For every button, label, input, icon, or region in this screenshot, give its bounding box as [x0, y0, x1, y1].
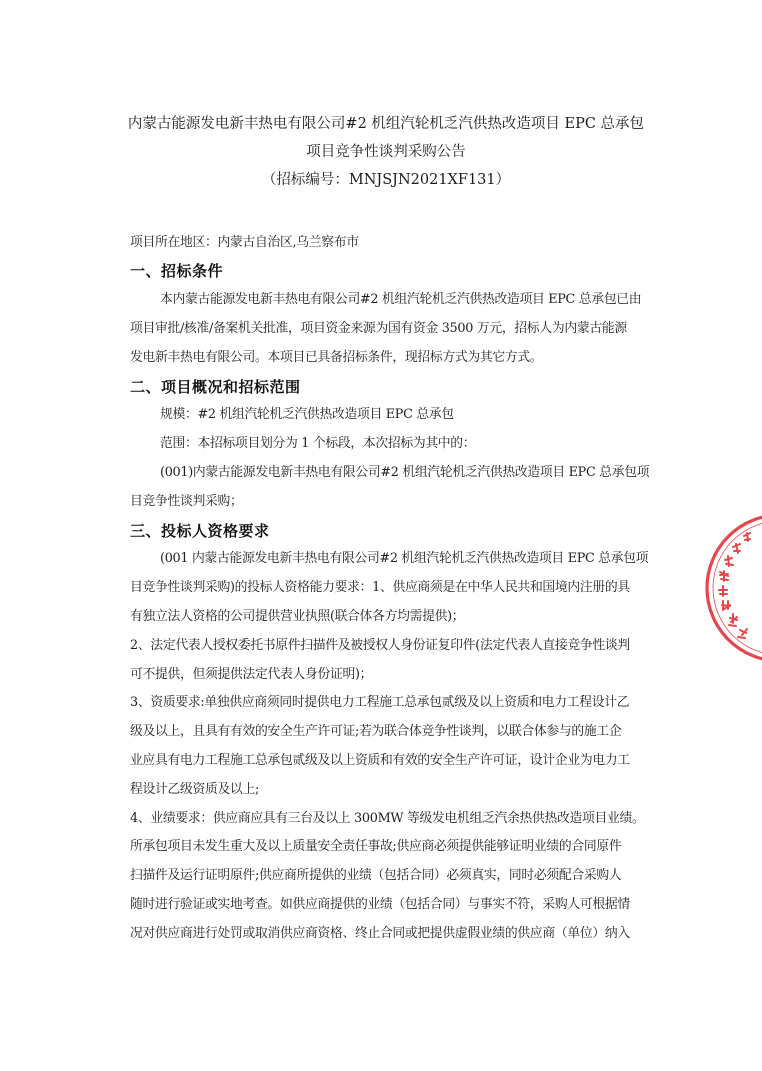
body-line: 有独立法人资格的公司提供营业执照(联合体各方均需提供)；: [130, 608, 465, 624]
seal-outer-ring: [707, 515, 762, 661]
body-line: 级及以上，且具有有效的安全生产许可证;若为联合体竞争性谈判，以联合体参与的施工企: [130, 724, 622, 740]
title-line-project-name: 内蒙古能源发电新丰热电有限公司#2 机组汽轮机乏汽供热改造项目 EPC 总承包: [127, 116, 645, 132]
red-seal-stamp: [700, 508, 762, 668]
body-line: 所承包项目未发生重大及以上质量安全责任事故;供应商必须提供能够证明业绩的合同原件: [130, 839, 622, 855]
body-line: 3、资质要求:单独供应商须同时提供电力工程施工总承包贰级及以上资质和电力工程设计乙: [130, 695, 630, 711]
body-line-scope: 范围：本招标项目划分为 1 个标段，本次招标为其中的：: [160, 436, 476, 452]
body-line: 程设计乙级资质及以上;: [130, 781, 259, 797]
body-line: 况对供应商进行处罚或取消供应商资格、终止合同或把提供虚假业绩的供应商（单位）纳入: [130, 925, 630, 941]
section-heading-project-overview: 二、项目概况和招标范围: [130, 377, 301, 396]
body-line: 目竞争性谈判采购；: [130, 493, 243, 509]
body-line: 本内蒙古能源发电新丰热电有限公司#2 机组汽轮机乏汽供热改造项目 EPC 总承包已由: [160, 292, 642, 308]
body-line: 扫描件及运行证明原件;供应商所提供的业绩（包括合同）必须真实，同时必须配合采购人: [130, 868, 622, 884]
body-line: 项目审批/核准/备案机关批准，项目资金来源为国有资金 3500 万元，招标人为内蒙古能源: [130, 320, 627, 336]
body-line: 可不提供，但须提供法定代表人身份证明)；: [130, 666, 373, 682]
project-location: 项目所在地区：内蒙古自治区,乌兰察布市: [130, 234, 359, 250]
body-line-scale: 规模：#2 机组汽轮机乏汽供热改造项目 EPC 总承包: [160, 407, 454, 423]
body-line: (001)内蒙古能源发电新丰热电有限公司#2 机组汽轮机乏汽供热改造项目 EPC 总承包项: [160, 464, 650, 480]
body-line: 发电新丰热电有限公司。本项目已具备招标条件，现招标方式为其它方式。: [130, 349, 543, 365]
document-body: [130, 229, 650, 949]
body-line: 随时进行验证或实地考查。如供应商提供的业绩（包括合同）与事实不符，采购人可根据情: [130, 896, 630, 912]
seal-lettering-marks: [719, 533, 750, 638]
body-line: 2、法定代表人授权委托书原件扫描件及被授权人身份证复印件(法定代表人直接竞争性谈判: [130, 637, 630, 653]
body-line: 业应具有电力工程施工总承包贰级及以上资质和有效的安全生产许可证，设计企业为电力工: [130, 752, 630, 768]
title-line-announcement: 项目竞争性谈判采购公告: [306, 144, 466, 160]
document-title: [10, 110, 762, 194]
body-line: (001 内蒙古能源发电新丰热电有限公司#2 机组汽轮机乏汽供热改造项目 EPC 总承包项: [160, 551, 649, 567]
section-heading-tender-conditions: 一、招标条件: [130, 262, 224, 281]
body-line: 目竞争性谈判采购)的投标人资格能力要求：1、供应商须是在中华人民共和国境内注册的具: [130, 580, 630, 596]
seal-inner-ring: [713, 521, 762, 655]
section-heading-bidder-qualifications: 三、投标人资格要求: [130, 521, 270, 540]
title-line-tender-number: （招标编号：MNJSJN2021XF131）: [261, 172, 511, 188]
body-line: 4、业绩要求：供应商应具有三台及以上 300MW 等级发电机组乏汽余热供热改造项目业绩。: [130, 810, 645, 826]
